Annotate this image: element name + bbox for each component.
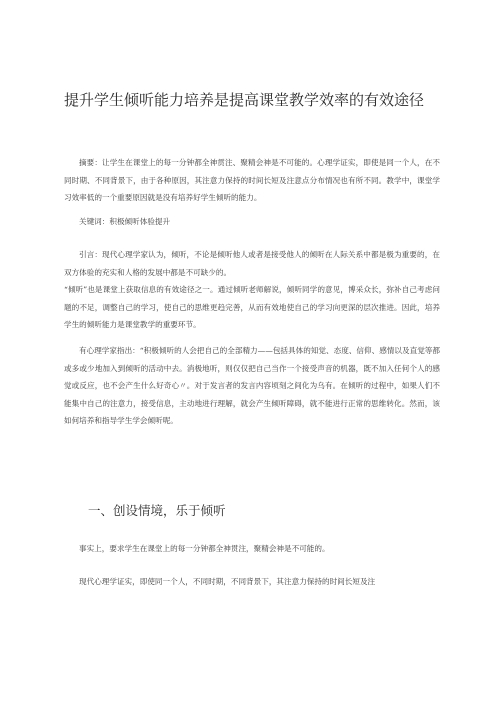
intro-paragraph: 引言：现代心理学家认为，倾听，不论是倾听他人或者是接受他人的倾听在人际关系中都是极为重要的，在双方体验的充实和人格的发展中都是不可缺少的。	[64, 250, 440, 277]
psychologist-paragraph: 有心理学家指出：“积极倾听的人会把自己的全部精力——包括具体的知觉、态度、信仰、感情以及直觉等都或多或少地加入到倾听的活动中去。消极地听，则仅仅把自己当作一个接受声音的机器，既不加入任何个人的感觉或反应，也不会产生什么好奇心〃。对于发言者的发言内容顷刻之间化为乌有。在倾听的过程中，如果人们不能集中自己的注意力，接受信息，主动地进行理解，就会产生倾听障碍，就不能进行正常的思维转化。然而，该如何培养和指导学生学会倾听呢。	[64, 346, 440, 425]
abstract-paragraph: 摘要：让学生在课堂上的每一分钟都全神贯注、聚精会神是不可能的。心理学证实，即使是同一个人，在不同时期、不同背景下，由于各种原因，其注意力保持的时间长短及注意点分布情况也有所不同。教学中，课堂学习效率低的一个重要原因就是没有培养好学生倾听的能力。	[64, 158, 440, 202]
section-heading: 一、创设情境，乐于倾听	[88, 503, 226, 518]
section-paragraph: 现代心理学证实，即使同一个人，不同时期，不同背景下，其注意力保持的时间长短及注	[79, 577, 376, 586]
intro-paragraph-continued: “倾听”也是课堂上获取信息的有效途径之一。通过倾听老师解说，倾听同学的意见，博采众长，弥补自己考虑问题的不足，调整自己的学习，使自己的思维更趋完善，从而有效地使自己的学习向更深的层次推进。因此，培养学生的倾听能力是课堂教学的重要环节。	[64, 285, 440, 329]
keywords-line: 关键词：积极倾听体验提升	[79, 217, 171, 226]
section-paragraph: 事实上，要求学生在课堂上的每一分钟都全神贯注，聚精会神是不可能的。	[79, 544, 330, 553]
document-title: 提升学生倾听能力培养是提高课堂教学效率的有效途径	[64, 91, 425, 109]
